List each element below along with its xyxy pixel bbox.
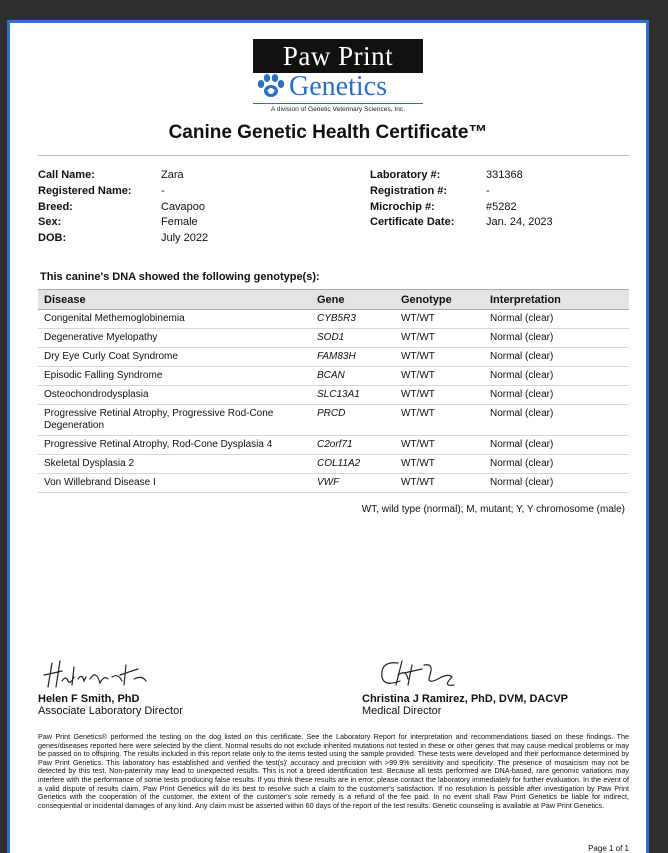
disease-cell: Episodic Falling Syndrome — [38, 367, 311, 386]
microchip-number-value: #5282 — [486, 200, 517, 213]
gene-cell: SOD1 — [311, 329, 395, 348]
info-row — [38, 200, 208, 216]
column-header-genotype: Genotype — [395, 290, 484, 310]
logo-line2: Genetics — [289, 71, 387, 102]
table-header-row — [38, 290, 629, 310]
gene-cell: C2orf71 — [311, 436, 395, 455]
certificate-date-label: Certificate Date: — [370, 216, 455, 229]
disease-cell: Congenital Methemoglobinemia — [38, 310, 311, 329]
dog-info-left — [38, 168, 208, 247]
interpretation-cell: Normal (clear) — [484, 386, 629, 405]
interpretation-cell: Normal (clear) — [484, 367, 629, 386]
disease-cell: Osteochondrodysplasia — [38, 386, 311, 405]
table-row — [38, 455, 629, 474]
interpretation-cell: Normal (clear) — [484, 436, 629, 455]
disease-cell: Skeletal Dysplasia 2 — [38, 455, 311, 474]
genotype-cell: WT/WT — [395, 367, 484, 386]
signer-name-left: Helen F Smith, PhD — [38, 693, 140, 705]
table-row — [38, 386, 629, 405]
gene-cell: FAM83H — [311, 348, 395, 367]
genotype-cell: WT/WT — [395, 348, 484, 367]
gene-cell: BCAN — [311, 367, 395, 386]
info-row — [370, 200, 553, 216]
info-row — [38, 231, 208, 247]
certificate-page — [7, 20, 649, 853]
legal-disclaimer: Paw Print Genetics® performed the testing on the dog listed on this certificate. See the Laboratory Report for interpretation and recommendations based on these findings. The genes/diseases reported here were selected by the client. Normal results do not exclude inherited mutations not tested in these or other genes that may cause medical problems or may be passed on to offspring. The results included in this report relate only to the items tested using the sample provided. These tests were developed and their performance determined by Paw Print Genetics. This laboratory has established and verified the test(s)' accuracy and precision with >99.9% sensitivity and specificity. The presence of mosaicism may not be detected by this test. Non-paternity may lead to unexpected results. This is not a breed identification test. Because all tests performed are DNA-based, rare genomic variations may interfere with the performance of some tests producing false results. If you think these results are in error, please contact the laboratory immediately for further evaluation. In the event of a valid dispute of results claim, Paw Print Genetics will do its best to resolve such a claim to the customer's satisfaction. If no resolution is possible after investigation by Paw Print Genetics with the cooperation of the customer, the extent of the customer's sole remedy is a refund of the fee paid. In no event shall Paw Print Genetics be liable for indirect, consequential or incidental damages of any kind. Any claim must be asserted within 60 days of the report of the test results. Genetic counseling is available at Paw Print Genetics. — [38, 732, 629, 810]
genotype-cell: WT/WT — [395, 474, 484, 493]
registration-number-label: Registration #: — [370, 184, 448, 197]
registration-number-value: - — [486, 184, 490, 197]
logo-divider — [253, 103, 423, 104]
table-row — [38, 474, 629, 493]
gene-cell: COL11A2 — [311, 455, 395, 474]
genotype-cell: WT/WT — [395, 386, 484, 405]
logo-line1: Paw Print — [253, 39, 423, 73]
interpretation-cell: Normal (clear) — [484, 474, 629, 493]
table-row — [38, 329, 629, 348]
signature-image-right — [362, 655, 512, 691]
interpretation-cell: Normal (clear) — [484, 455, 629, 474]
disease-cell: Von Willebrand Disease I — [38, 474, 311, 493]
signer-role-left: Associate Laboratory Director — [38, 705, 183, 717]
registered-name-label: Registered Name: — [38, 184, 132, 197]
results-heading: This canine's DNA showed the following genotype(s): — [40, 271, 320, 283]
gene-cell: VWF — [311, 474, 395, 493]
certificate-title: Canine Genetic Health Certificate™ — [168, 122, 488, 143]
table-row — [38, 348, 629, 367]
table-row — [38, 436, 629, 455]
genotype-cell: WT/WT — [395, 455, 484, 474]
page-number: Page 1 of 1 — [588, 844, 629, 853]
breed-label: Breed: — [38, 200, 73, 213]
table-row — [38, 367, 629, 386]
interpretation-cell: Normal (clear) — [484, 329, 629, 348]
logo-tagline: A division of Genetic Veterinary Sciences, Inc. — [270, 106, 406, 113]
gene-cell: PRCD — [311, 405, 395, 436]
gene-cell: SLC13A1 — [311, 386, 395, 405]
sex-value: Female — [161, 216, 198, 229]
genotype-cell: WT/WT — [395, 436, 484, 455]
genotype-cell: WT/WT — [395, 405, 484, 436]
disease-cell: Progressive Retinal Atrophy, Progressive Rod-Cone Degeneration — [38, 405, 311, 436]
paw-icon — [255, 73, 287, 101]
breed-value: Cavapoo — [161, 200, 206, 213]
genotype-legend: WT, wild type (normal); M, mutant; Y, Y chromosome (male) — [361, 504, 625, 515]
info-row — [370, 168, 553, 184]
column-header-disease: Disease — [38, 290, 311, 310]
signature-block-right — [362, 655, 568, 717]
interpretation-cell: Normal (clear) — [484, 310, 629, 329]
laboratory-number-value: 331368 — [486, 169, 523, 181]
registered-name-value: - — [161, 184, 165, 197]
interpretation-cell: Normal (clear) — [484, 405, 629, 436]
interpretation-cell: Normal (clear) — [484, 348, 629, 367]
disease-cell: Degenerative Myelopathy — [38, 329, 311, 348]
genotype-cell: WT/WT — [395, 329, 484, 348]
laboratory-number-label: Laboratory #: — [370, 169, 441, 181]
signature-image-left — [38, 655, 188, 691]
disease-cell: Dry Eye Curly Coat Syndrome — [38, 348, 311, 367]
info-row — [370, 184, 553, 200]
info-row — [38, 215, 208, 231]
signature-block-left — [38, 655, 188, 717]
genotype-table — [38, 289, 629, 493]
column-header-interpretation: Interpretation — [484, 290, 629, 310]
column-header-gene: Gene — [311, 290, 395, 310]
signer-name-right: Christina J Ramirez, PhD, DVM, DACVP — [362, 693, 568, 705]
title-divider — [38, 155, 629, 156]
call-name-value: Zara — [161, 169, 184, 181]
disease-cell: Progressive Retinal Atrophy, Rod-Cone Dysplasia 4 — [38, 436, 311, 455]
genotype-cell: WT/WT — [395, 310, 484, 329]
gene-cell: CYB5R3 — [311, 310, 395, 329]
call-name-label: Call Name: — [38, 169, 95, 181]
certificate-date-value: Jan. 24, 2023 — [486, 216, 553, 229]
dog-info-right — [370, 168, 553, 231]
dob-label: DOB: — [38, 232, 67, 245]
info-row — [370, 215, 553, 231]
table-row — [38, 310, 629, 329]
info-row — [38, 168, 208, 184]
table-row — [38, 405, 629, 436]
paw-print-genetics-logo — [253, 39, 423, 113]
sex-label: Sex: — [38, 216, 62, 229]
info-row — [38, 184, 208, 200]
signer-role-right: Medical Director — [362, 705, 442, 717]
microchip-number-label: Microchip #: — [370, 200, 435, 213]
dob-value: July 2022 — [161, 232, 209, 245]
